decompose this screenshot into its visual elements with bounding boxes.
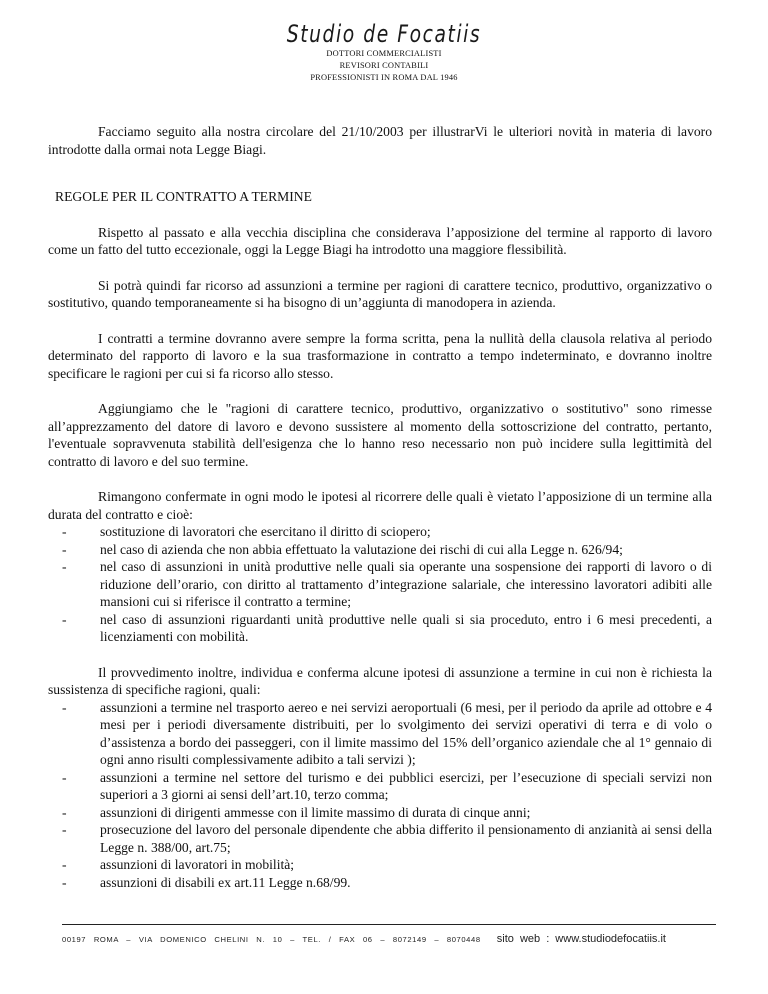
body-paragraph: I contratti a termine dovranno avere sempre la forma scritta, pena la nullità della clausola relativa al periodo determinato del rapporto di lavoro e la sua trasformazione in contratto a tempo indeterminato, e dovranno inoltre specificare le ragioni per cui si fa ricorso allo stesso. [48,330,712,381]
list-item: - assunzioni a termine nel trasporto aereo e nei servizi aeroportuali (6 mesi, per il periodo da aprile ad ottobre e 4 mesi per i periodi diversamente distribuiti, per lo svolgimento dei servizi operativi di terra e di volo o d’assistenza a bordo dei passeggeri, con il limite massimo del 15% dell’organico aziendale che al 1° gennaio di ogni anno risulti complessivamente adibito a tali servizi ); [100,699,712,769]
prohibited-cases-list [48,523,712,646]
list-item: - assunzioni di lavoratori in mobilità; [100,856,712,874]
footer-address: 00197 ROMA – VIA DOMENICO CHELINI N. 10 – TEL. / FAX 06 – 8072149 – 8070448 [62,935,481,944]
letterhead-line-3: PROFESSIONISTI IN ROMA DAL 1946 [310,73,458,82]
body-paragraph: Rimangono confermate in ogni modo le ipotesi al ricorrere delle quali è vietato l’apposizione di un termine alla durata del contratto e cioè: [48,489,712,522]
list-item: - sostituzione di lavoratori che esercitano il diritto di sciopero; [100,523,712,541]
footer-divider [62,924,716,925]
firm-name: Studio de Focatiis [286,20,482,48]
exempt-cases-list [48,699,712,892]
body-paragraph: Si potrà quindi far ricorso ad assunzioni a termine per ragioni di carattere tecnico, produttivo, organizzativo o sostitutivo, quando temporaneamente si ha bisogno di un’aggiunta di manodopera in azienda. [48,277,712,310]
letter-body [48,123,712,891]
list-item: - assunzioni di disabili ex art.11 Legge n.68/99. [100,874,712,892]
list-item: - assunzioni di dirigenti ammesse con il limite massimo di durata di cinque anni; [100,804,712,822]
list-item: - nel caso di assunzioni in unità produttive nelle quali sia operante una sospensione dei rapporti di lavoro o di riduzione dell’orario, con diritto al trattamento d’integrazione salariale, che interessino lavoratori adibiti alle mansioni cui si riferisce il contratto a termine; [100,558,712,611]
footer [62,933,722,945]
list-item: - nel caso di assunzioni riguardanti unità produttive nelle quali si sia proceduto, entro i 6 mesi precedenti, a licenziamenti con mobilità. [100,611,712,646]
intro-paragraph: Facciamo seguito alla nostra circolare del 21/10/2003 per illustrarVi le ulteriori novità in materia di lavoro introdotte dalla ormai nota Legge Biagi. [48,124,712,157]
list-item: - assunzioni a termine nel settore del turismo e dei pubblici esercizi, per l’esecuzione di speciali servizi non superiori a 3 giorni ai sensi dell’art.10, terzo comma; [100,769,712,804]
body-paragraph: Rispetto al passato e alla vecchia disciplina che considerava l’apposizione del termine al rapporto di lavoro come un fatto del tutto eccezionale, oggi la Legge Biagi ha introdotto una maggiore flessibilità. [48,224,712,257]
letterhead-line-1: DOTTORI COMMERCIALISTI [326,49,442,58]
list-item: - nel caso di azienda che non abbia effettuato la valutazione dei rischi di cui alla Legge n. 626/94; [100,541,712,559]
body-paragraph: Aggiungiamo che le "ragioni di carattere tecnico, produttivo, organizzativo o sostitutivo" sono rimesse all’apprezzamento del datore di lavoro e devono sussistere al momento della sottoscrizione del contratto, pertanto, l'eventuale sopravvenuta stabilità dell'esigenza che lo hanno reso necessario non può incidere sulla legittimità del contratto di lavoro e del suo termine. [48,401,712,469]
footer-website: sito web : www.studiodefocatiis.it [496,933,666,945]
section-heading: REGOLE PER IL CONTRATTO A TERMINE [55,189,312,204]
list-item: - prosecuzione del lavoro del personale dipendente che abbia differito il pensionamento di anzianità ai sensi della Legge n. 388/00, art.75; [100,821,712,856]
body-paragraph: Il provvedimento inoltre, individua e conferma alcune ipotesi di assunzione a termine in cui non è richiesta la sussistenza di specifiche ragioni, quali: [48,664,712,697]
letterhead-line-2: REVISORI CONTABILI [339,61,429,70]
letterhead [0,20,768,84]
